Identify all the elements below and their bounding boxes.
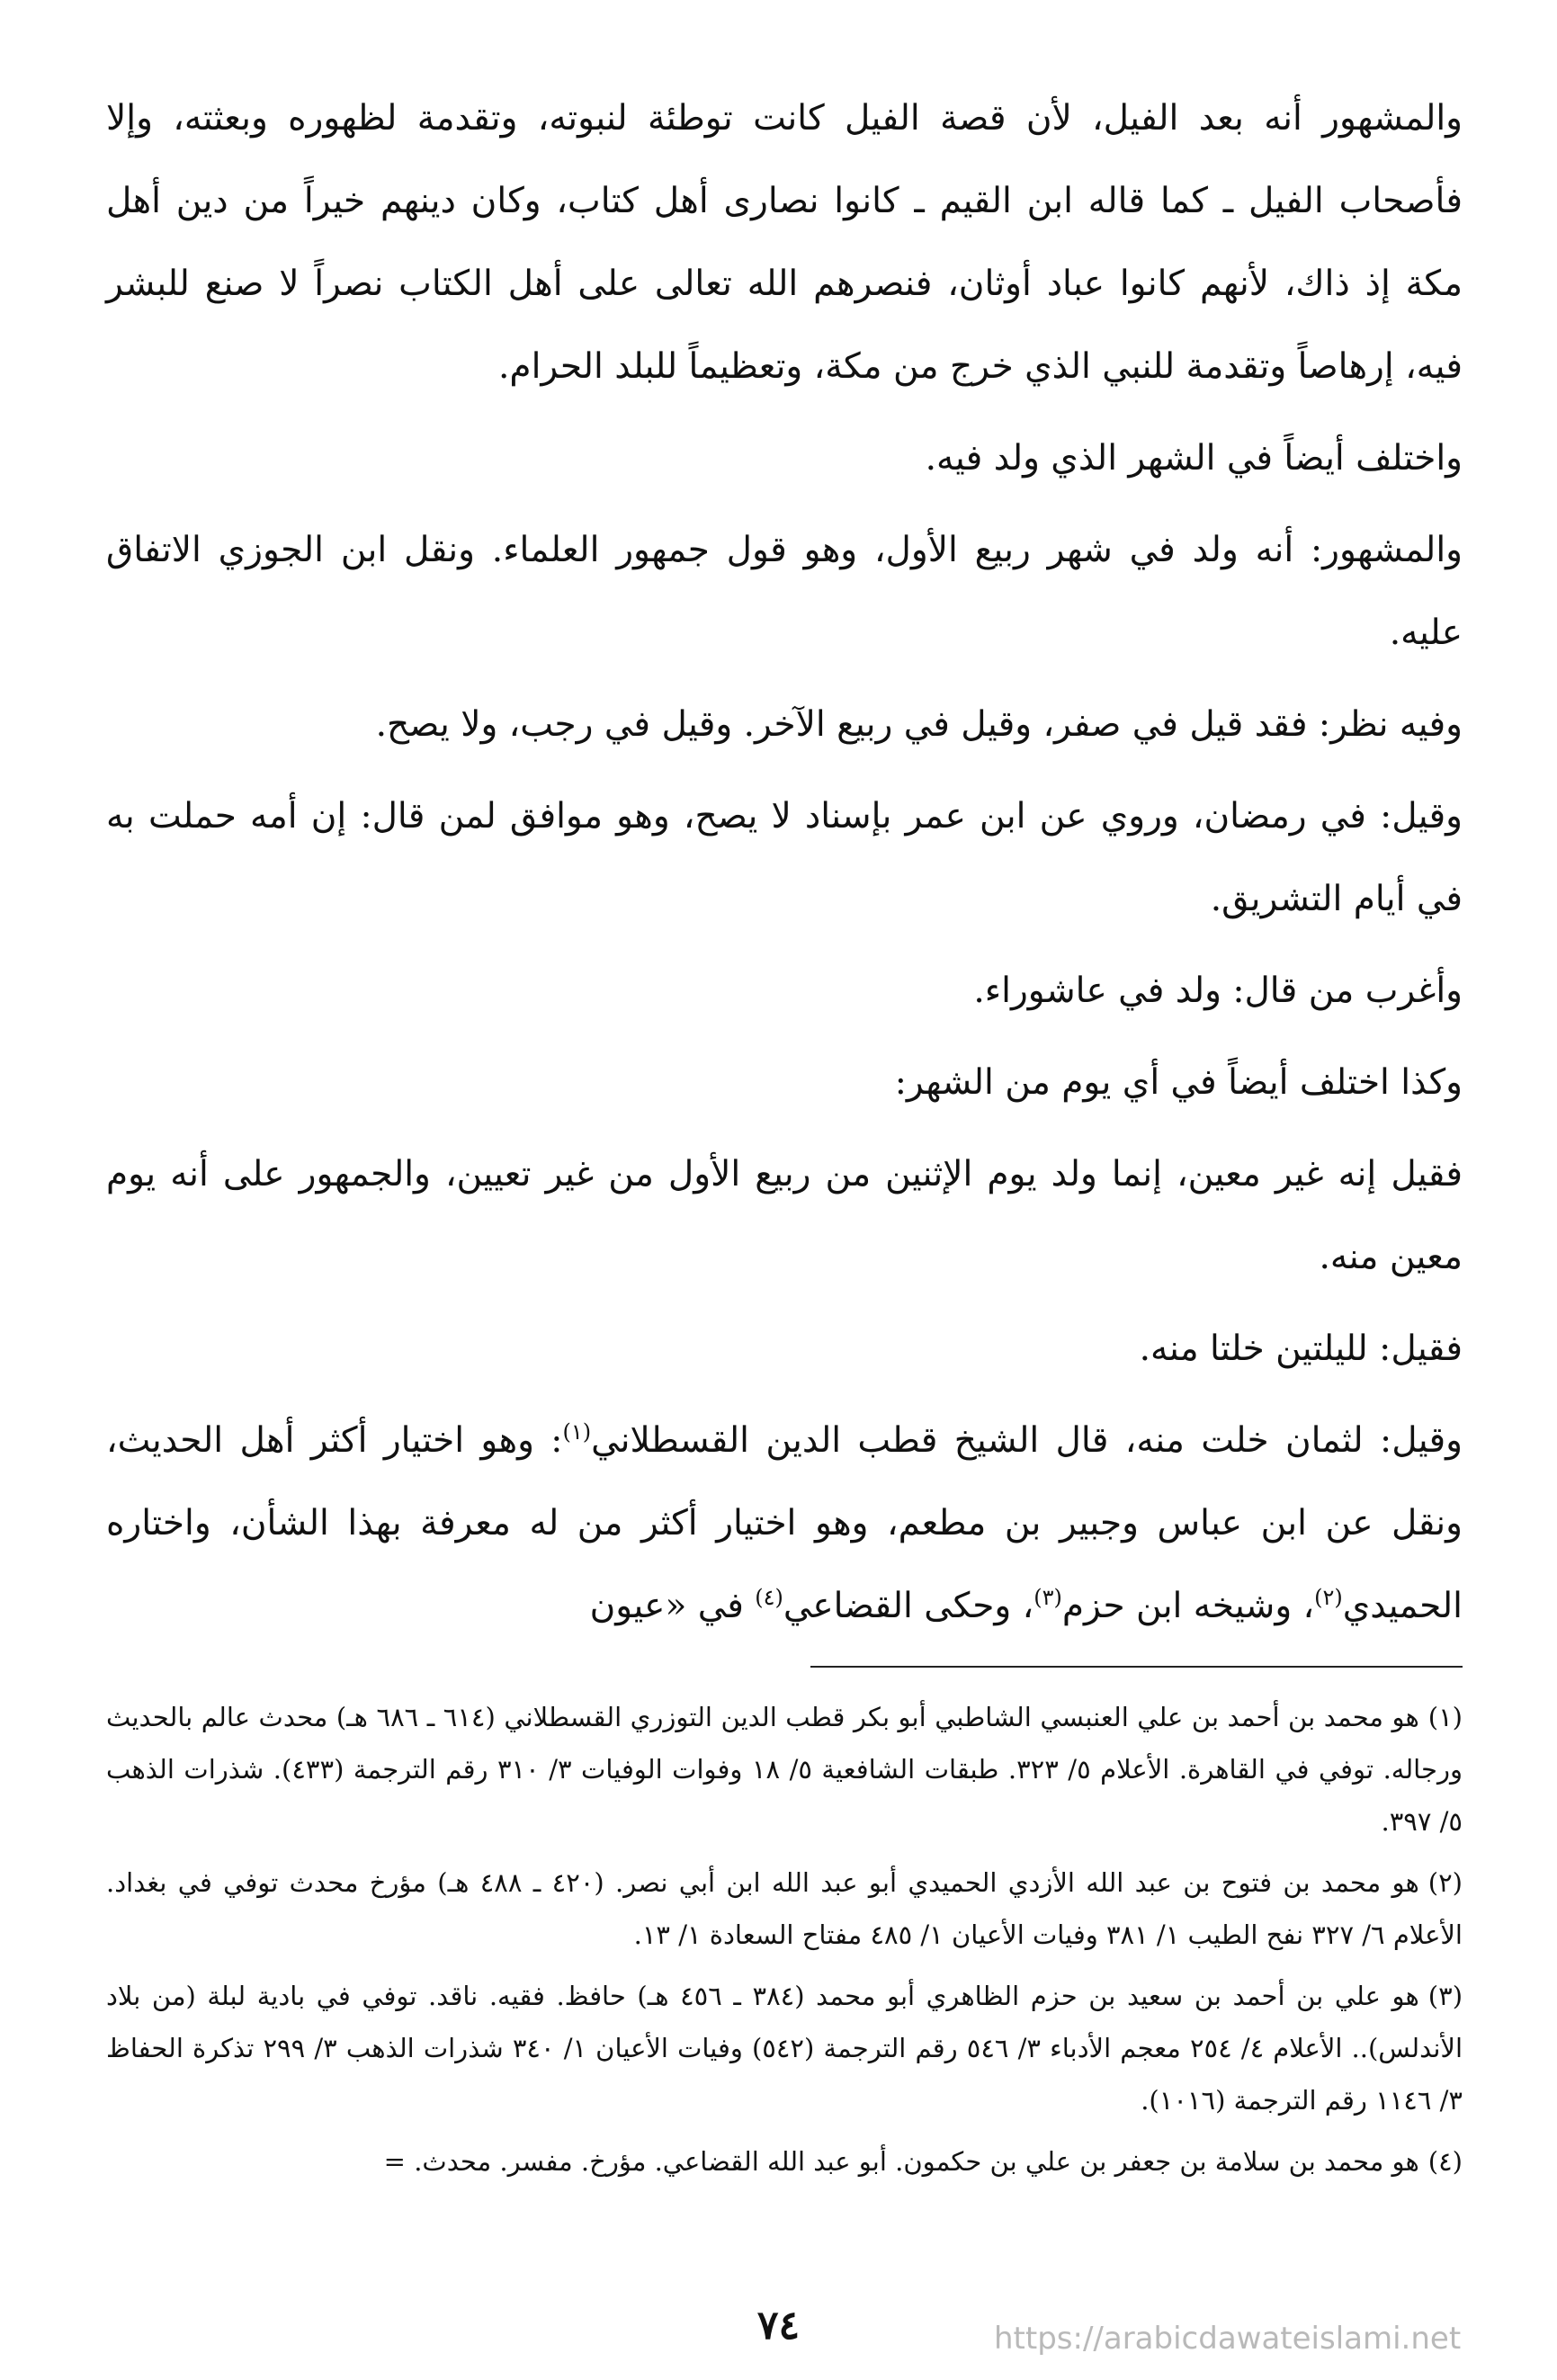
paragraph-3: والمشهور: أنه ولد في شهر ربيع الأول، وهو قول جمهور العلماء. ونقل ابن الجوزي الاتفاق عليه. <box>106 530 1463 653</box>
footnote-4 <box>106 2135 1463 2188</box>
paragraph-9: فقيل: لليلتين خلتا منه. <box>1139 1329 1463 1369</box>
paragraph-1: والمشهور أنه بعد الفيل، لأن قصة الفيل كانت توطئة لنبوته، وتقدمة لظهوره وبعثته، وإلا فأصحاب الفيل ـ كما قاله ابن القيم ـ كانوا نصارى أهل كتاب، وكان دينهم خيراً من دين أهل مكة إذ ذاك، لأنهم كانوا عباد أوثان، فنصرهم الله تعالى على أهل الكتاب نصراً لا صنع للبشر فيه، إرهاصاً وتقدمة للنبي الذي خرج من مكة، وتعظيماً للبلد الحرام. <box>106 98 1463 387</box>
footnote-number: (١) <box>1427 1702 1463 1732</box>
paragraph-6: وأغرب من قال: ولد في عاشوراء. <box>973 971 1463 1011</box>
paragraph-10-part-4: ، وحكى القضاعي <box>783 1586 1034 1626</box>
footnote-ref-1: (١) <box>562 1419 592 1445</box>
footnote-ref-3: (٣) <box>1034 1585 1062 1610</box>
paragraph-7: وكذا اختلف أيضاً في أي يوم من الشهر: <box>894 1062 1463 1103</box>
footnotes <box>106 1691 1463 2188</box>
paragraph-2: واختلف أيضاً في الشهر الذي ولد فيه. <box>925 438 1463 479</box>
paragraph-10-part-2: : وهو اختيار أكثر أهل الحديث، ونقل عن ابن عباس وجبير بن مطعم، وهو اختيار أكثر من له معرفة بهذا الشأن، واختاره الحميدي <box>106 1420 1463 1626</box>
footnote-number: (٣) <box>1427 1981 1463 2011</box>
footnote-text: هو محمد بن فتوح بن عبد الله الأزدي الحميدي أبو عبد الله ابن أبي نصر. (٤٢٠ ـ ٤٨٨ هـ) مؤرخ محدث توفي في بغداد. الأعلام ٦/ ٣٢٧ نفح الطيب ١/ ٣٨١ وفيات الأعيان ١/ ٤٨٥ مفتاح السعادة ١/ ١٣. <box>106 1867 1463 1950</box>
footnote-3 <box>106 1970 1463 2126</box>
footnote-ref-2: (٢) <box>1314 1585 1343 1610</box>
footnote-number: (٤) <box>1427 2146 1463 2177</box>
paragraph-10-part-3: ، وشيخه ابن حزم <box>1061 1586 1315 1626</box>
page-number: ٧٤ <box>756 2303 801 2349</box>
footnote-text: هو علي بن أحمد بن سعيد بن حزم الظاهري أبو محمد (٣٨٤ ـ ٤٥٦ هـ) حافظ. فقيه. ناقد. توفي في بادية لبلة (من بلاد الأندلس).. الأعلام ٤/ ٢٥٤ معجم الأدباء ٣/ ٥٤٦ رقم الترجمة (٥٤٢) وفيات الأعيان ١/ ٣٤٠ شذرات الذهب ٣/ ٢٩٩ تذكرة الحفاظ ٣/ ١١٤٦ رقم الترجمة (١٠١٦). <box>106 1981 1463 2116</box>
footnote-1 <box>106 1691 1463 1848</box>
paragraph-10-part-5: في «عيون <box>589 1586 756 1626</box>
paragraph-10-part-1: وقيل: لثمان خلت منه، قال الشيخ قطب الدين القسطلاني <box>591 1420 1463 1461</box>
book-page <box>106 77 1463 2236</box>
paragraph-5: وقيل: في رمضان، وروي عن ابن عمر بإسناد لا يصح، وهو موافق لمن قال: إن أمه حملت به في أيام التشريق. <box>106 796 1463 919</box>
footnote-divider <box>810 1666 1463 1668</box>
paragraph-4: وفيه نظر: فقد قيل في صفر، وقيل في ربيع الآخر. وقيل في رجب، ولا يصح. <box>375 704 1463 745</box>
footnote-2 <box>106 1857 1463 1961</box>
paragraph-8: فقيل إنه غير معين، إنما ولد يوم الإثنين من ربيع الأول من غير تعيين، والجمهور على أنه يوم معين منه. <box>106 1154 1463 1277</box>
footnote-text: هو محمد بن أحمد بن علي العنبسي الشاطبي أبو بكر قطب الدين التوزري القسطلاني (٦١٤ ـ ٦٨٦ هـ) محدث عالم بالحديث ورجاله. توفي في القاهرة. الأعلام ٥/ ٣٢٣. طبقات الشافعية ٥/ ١٨ وفوات الوفيات ٣/ ٣١٠ رقم الترجمة (٤٣٣). شذرات الذهب ٥/ ٣٩٧. <box>106 1702 1463 1837</box>
footnote-number: (٢) <box>1427 1867 1463 1898</box>
footnote-text: هو محمد بن سلامة بن جعفر بن علي بن حكمون. أبو عبد الله القضاعي. مؤرخ. مفسر. محدث. = <box>383 2146 1419 2177</box>
footnote-ref-4: (٤) <box>755 1585 783 1610</box>
main-text <box>106 77 1463 1648</box>
watermark-url: https://arabicdawateislami.net <box>994 2321 1462 2357</box>
paragraph-10 <box>106 1400 1463 1648</box>
